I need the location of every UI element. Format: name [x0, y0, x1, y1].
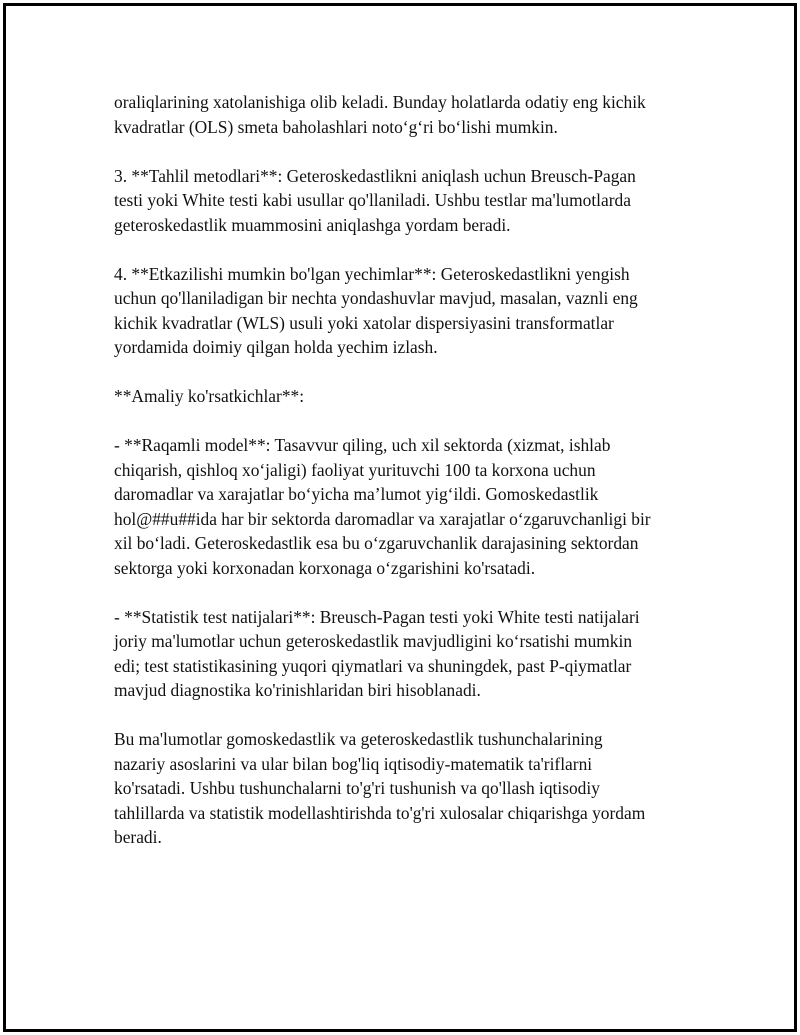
text-line: xil bo‘ladi. Geteroskedastlik esa bu o‘zgaruvchanlik darajasining sektordan: [114, 533, 639, 553]
text-line: joriy ma'lumotlar uchun geteroskedastlik mavjudligini ko‘rsatishi mumkin: [114, 631, 633, 651]
text-line: 4. **Etkazilishi mumkin bo'lgan yechimlar**: Geteroskedastlikni yengish: [114, 263, 630, 284]
text-line: tahlillarda va statistik modellashtirishda to'g'ri xulosalar chiqarishga yordam: [114, 802, 646, 823]
paragraph-conclusion: [114, 727, 694, 850]
text-line: Bu ma'lumotlar gomoskedastlik va geteroskedastlik tushunchalarining: [114, 729, 603, 749]
text-line: - **Raqamli model**: Tasavvur qiling, uch xil sektorda (xizmat, ishlab: [114, 435, 611, 455]
text-line: kvadratlar (OLS) smeta baholashlari noto‘g‘ri bo‘lishi mumkin.: [114, 116, 558, 137]
paragraph-analysis-methods: [114, 164, 694, 238]
text-line: hol@##u##ida har bir sektorda daromadlar va xarajatlar o‘zgaruvchanligi bir: [114, 508, 651, 529]
text-line: mavjud diagnostika ko'rinishlaridan biri hisoblanadi.: [114, 680, 481, 700]
text-line: 3. **Tahlil metodlari**: Geteroskedastlikni aniqlash uchun Breusch-Pagan: [114, 165, 636, 186]
document-body: [114, 90, 694, 874]
text-line: beradi.: [114, 827, 162, 847]
text-line: sektorga yoki korxonadan korxonaga o‘zgarishini ko'rsatadi.: [114, 557, 536, 578]
text-line: - **Statistik test natijalari**: Breusch-Pagan testi yoki White testi natijalari: [114, 606, 640, 627]
text-line: geteroskedastlik muammosini aniqlashga yordam beradi.: [114, 214, 511, 235]
text-line: edi; test statistikasining yuqori qiymatlari va shuningdek, past P-qiymatlar: [114, 655, 632, 676]
paragraph-statistical-test-results: [114, 605, 694, 703]
paragraph-numeric-model: [114, 433, 694, 580]
text-line: **Amaliy ko'rsatkichlar**:: [114, 386, 305, 406]
text-line: yordamida doimiy qilgan holda yechim izlash.: [114, 337, 438, 357]
text-line: testi yoki White testi kabi usullar qo'llaniladi. Ushbu testlar ma'lumotlarda: [114, 190, 631, 210]
paragraph-possible-solutions: [114, 262, 694, 360]
paragraph-intro-continuation: [114, 90, 694, 139]
text-line: ko'rsatadi. Ushbu tushunchalarni to'g'ri tushunish va qo'llash iqtisodiy: [114, 778, 600, 798]
text-line: kichik kvadratlar (WLS) usuli yoki xatolar dispersiyasini transformatlar: [114, 312, 614, 333]
text-line: daromadlar va xarajatlar bo‘yicha ma’lumot yig‘ildi. Gomoskedastlik: [114, 484, 599, 504]
text-line: oraliqlarining xatolanishiga olib keladi. Bunday holatlarda odatiy eng kichik: [114, 92, 646, 112]
text-line: chiqarish, qishloq xo‘jaligi) faoliyat yurituvchi 100 ta korxona uchun: [114, 459, 596, 480]
text-line: uchun qo'llaniladigan bir nechta yondashuvlar mavjud, masalan, vaznli eng: [114, 288, 638, 308]
text-line: nazariy asoslarini va ular bilan bog'liq iqtisodiy-matematik ta'riflarni: [114, 753, 593, 774]
paragraph-practical-indicators-heading: [114, 384, 694, 409]
